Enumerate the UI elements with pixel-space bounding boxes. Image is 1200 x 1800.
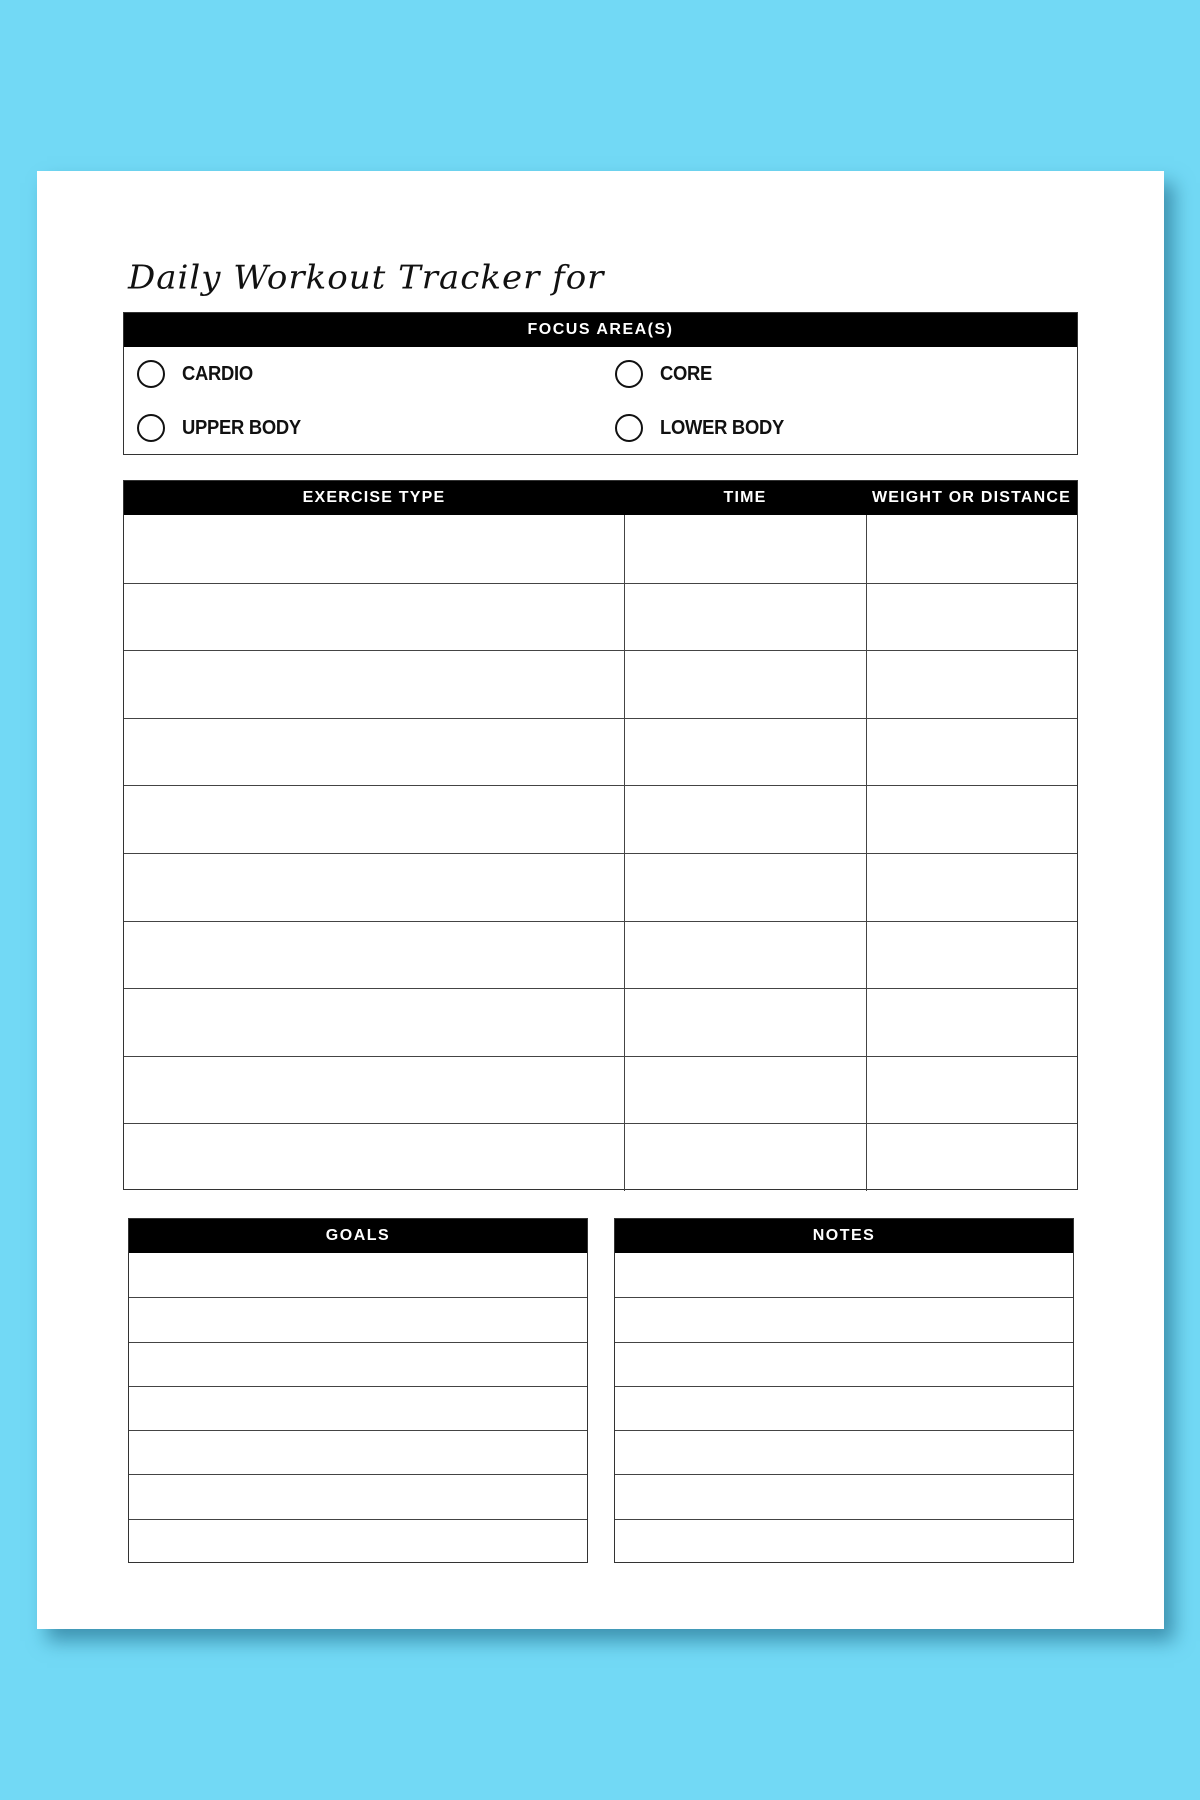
focus-option-label: UPPER BODY	[182, 416, 301, 439]
weight-distance-cell[interactable]	[866, 584, 1077, 651]
notes-line[interactable]	[615, 1253, 1073, 1297]
focus-option-label: CORE	[660, 362, 713, 385]
exercise-type-cell[interactable]	[124, 1057, 624, 1124]
time-cell[interactable]	[624, 922, 866, 989]
radio-circle-icon[interactable]	[615, 360, 643, 388]
weight-distance-cell[interactable]	[866, 719, 1077, 786]
weight-distance-cell[interactable]	[866, 854, 1077, 921]
weight-distance-cell[interactable]	[866, 515, 1077, 583]
exercise-table	[123, 480, 1078, 1190]
page-title: Daily Workout Tracker for	[128, 259, 605, 297]
time-cell[interactable]	[624, 719, 866, 786]
column-header-weight-or-distance: WEIGHT OR DISTANCE	[871, 489, 1072, 506]
table-row	[124, 921, 1077, 989]
notes-line[interactable]	[615, 1297, 1073, 1341]
exercise-type-cell[interactable]	[124, 651, 624, 718]
focus-option-upper-body[interactable]	[124, 401, 602, 455]
time-cell[interactable]	[624, 651, 866, 718]
table-row	[124, 515, 1077, 583]
goals-line[interactable]	[129, 1519, 587, 1563]
weight-distance-cell[interactable]	[866, 922, 1077, 989]
notes-line[interactable]	[615, 1474, 1073, 1518]
table-row	[124, 718, 1077, 786]
goals-section	[128, 1218, 588, 1563]
notes-line[interactable]	[615, 1430, 1073, 1474]
exercise-type-cell[interactable]	[124, 922, 624, 989]
notes-section	[614, 1218, 1074, 1563]
goals-line[interactable]	[129, 1297, 587, 1341]
focus-area-section	[123, 312, 1078, 455]
time-cell[interactable]	[624, 584, 866, 651]
table-row	[124, 650, 1077, 718]
exercise-table-header	[124, 481, 1077, 515]
exercise-table-body	[124, 515, 1077, 1191]
radio-circle-icon[interactable]	[615, 414, 643, 442]
radio-circle-icon[interactable]	[137, 360, 165, 388]
exercise-type-cell[interactable]	[124, 719, 624, 786]
time-cell[interactable]	[624, 989, 866, 1056]
weight-distance-cell[interactable]	[866, 786, 1077, 853]
weight-distance-cell[interactable]	[866, 1057, 1077, 1124]
table-row	[124, 785, 1077, 853]
notes-header: NOTES	[615, 1219, 1073, 1253]
column-header-time: TIME	[723, 489, 767, 506]
weight-distance-cell[interactable]	[866, 1124, 1077, 1191]
table-row	[124, 1123, 1077, 1191]
goals-line[interactable]	[129, 1474, 587, 1518]
exercise-type-cell[interactable]	[124, 584, 624, 651]
table-row	[124, 853, 1077, 921]
weight-distance-cell[interactable]	[866, 989, 1077, 1056]
goals-line[interactable]	[129, 1342, 587, 1386]
table-row	[124, 583, 1077, 651]
time-cell[interactable]	[624, 786, 866, 853]
goals-line[interactable]	[129, 1386, 587, 1430]
weight-distance-cell[interactable]	[866, 651, 1077, 718]
column-header-exercise-type: EXERCISE TYPE	[302, 489, 446, 506]
exercise-type-cell[interactable]	[124, 989, 624, 1056]
radio-circle-icon[interactable]	[137, 414, 165, 442]
exercise-type-cell[interactable]	[124, 515, 624, 583]
time-cell[interactable]	[624, 1057, 866, 1124]
notes-line[interactable]	[615, 1519, 1073, 1563]
time-cell[interactable]	[624, 515, 866, 583]
focus-area-header: FOCUS AREA(S)	[124, 313, 1077, 347]
time-cell[interactable]	[624, 854, 866, 921]
focus-option-label: LOWER BODY	[660, 416, 784, 439]
focus-option-label: CARDIO	[182, 362, 253, 385]
focus-option-lower-body[interactable]	[602, 401, 1077, 455]
time-cell[interactable]	[624, 1124, 866, 1191]
focus-option-core[interactable]	[602, 347, 1077, 401]
table-row	[124, 1056, 1077, 1124]
goals-line[interactable]	[129, 1253, 587, 1297]
goals-header: GOALS	[129, 1219, 587, 1253]
table-row	[124, 988, 1077, 1056]
exercise-type-cell[interactable]	[124, 854, 624, 921]
exercise-type-cell[interactable]	[124, 786, 624, 853]
focus-option-cardio[interactable]	[124, 347, 602, 401]
notes-line[interactable]	[615, 1386, 1073, 1430]
goals-line[interactable]	[129, 1430, 587, 1474]
exercise-type-cell[interactable]	[124, 1124, 624, 1191]
notes-line[interactable]	[615, 1342, 1073, 1386]
